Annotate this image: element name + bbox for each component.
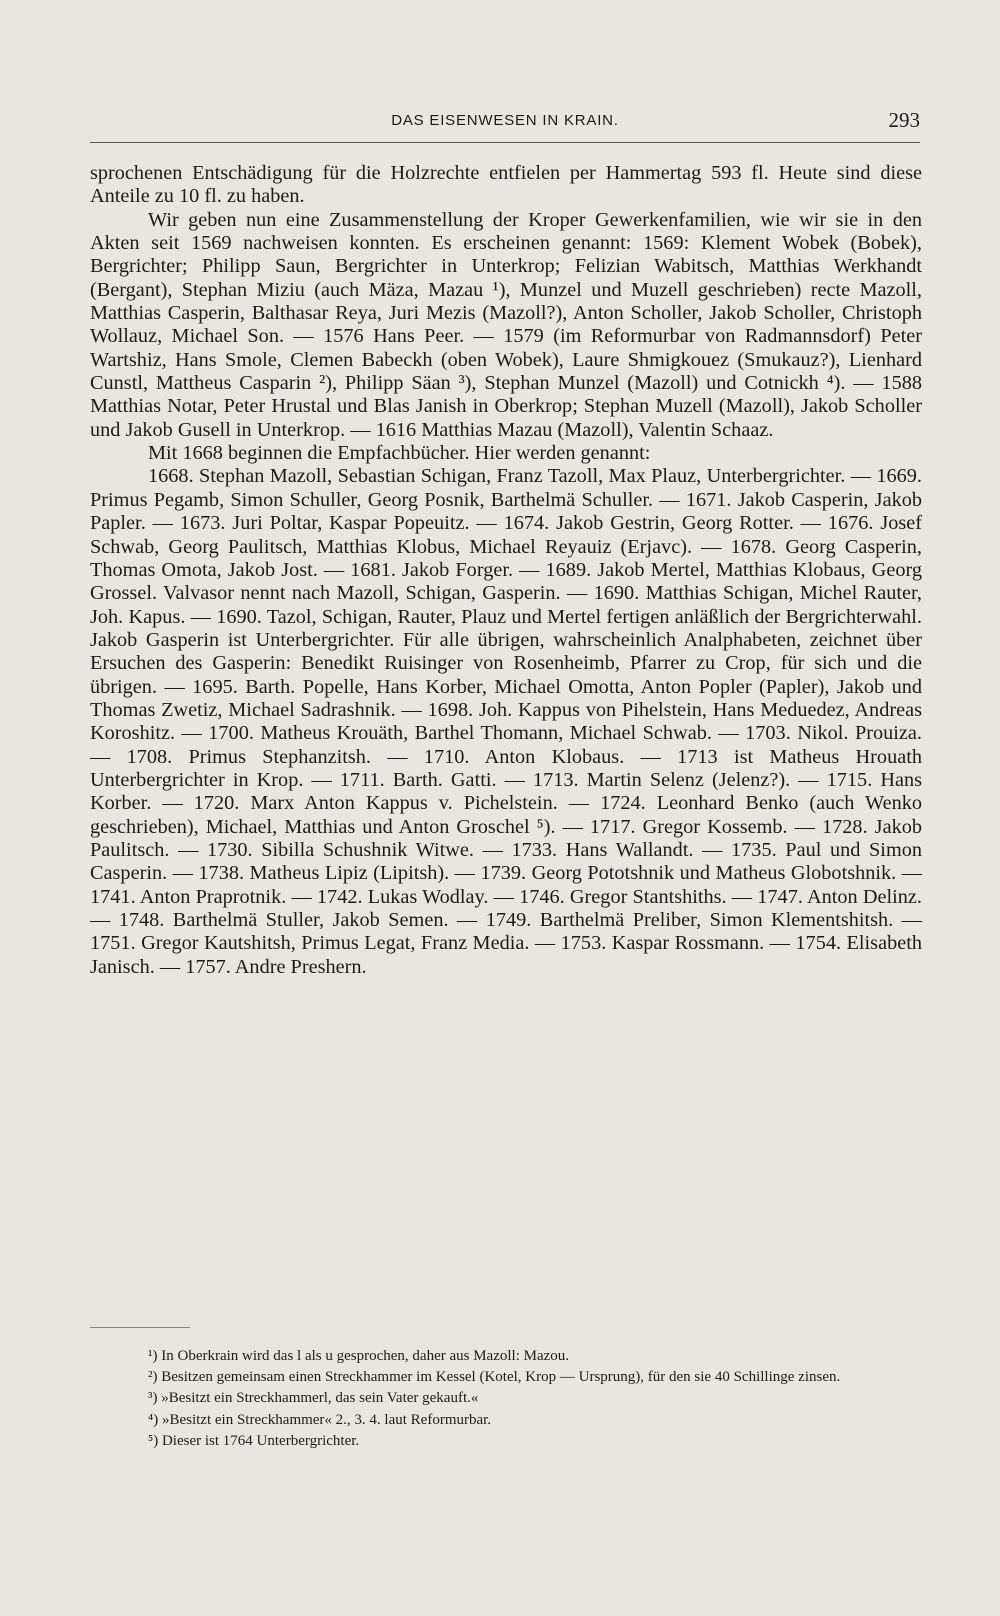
footnote-4: ⁴) »Besitzt ein Streckhammer« 2., 3. 4. laut Reformurbar. [148,1411,492,1428]
running-header [90,108,920,138]
paragraph-continuation: sprochenen Entschädigung für die Holzrechte entfielen per Hammertag 593 fl. Heute sind diese Anteile zu 10 fl. zu haben. [90,162,922,208]
footnote-2: ²) Besitzen gemeinsam einen Streckhammer im Kessel (Kotel, Krop — Ursprung), für den sie 40 Schillinge zinsen. [148,1369,841,1386]
footnote-rule [90,1327,190,1328]
paragraph-empfachbuecher: Mit 1668 beginnen die Empfachbücher. Hier werden genannt: [148,442,651,465]
footnote-3: ³) »Besitzt ein Streckhammerl, das sein Vater gekauft.« [148,1390,479,1407]
paragraph-name-list: 1668. Stephan Mazoll, Sebastian Schigan, Franz Tazoll, Max Plauz, Unterbergrichter. — 1669. Primus Pegamb, Simon Schuller, Georg Posnik, Barthelmä Schuller. — 1671. Jakob Casperin, Jakob Papler. — 1673. Juri Poltar, Kaspar Popeuitz. — 1674. Jakob Gestrin, Georg Rotter. — 1676. Josef Schwab, Georg Paulitsch, Matthias Klobus, Michael Reyauiz (Erjavc). — 1678. Georg Casperin, Thomas Omota, Jakob Jost. — 1681. Jakob Forger. — 1689. Jakob Mertel, Matthias Klobaus, Georg Grossel. Valvasor nennt nach Mazoll, Schigan, Gasperin. — 1690. Matthias Schigan, Michel Rauter, Joh. Kapus. — 1690. Tazol, Schigan, Rauter, Plauz und Mertel fertigen anläßlich der Bergrichterwahl. Jakob Gasperin ist Unterbergrichter. Für alle übrigen, wahrscheinlich Analphabeten, zeichnet über Ersuchen des Gasperin: Benedikt Ruisinger von Rosenheimb, Pfarrer zu Crop, für sich und die übrigen. — 1695. Barth. Popelle, Hans Korber, Michael Omotta, Anton Popler (Papler), Jakob und Thomas Zwetiz, Michael Sadrashnik. — 1698. Joh. Kappus von Pihelstein, Hans Meduedez, Andreas Koroshitz. — 1700. Matheus Krouäth, Barthel Thomann, Michael Schwab. — 1703. Nikol. Prouiza. — 1708. Primus Stephanzitsh. — 1710. Anton Klobaus. — 1713 ist Matheus Hrouath Unterbergrichter in Krop. — 1711. Barth. Gatti. — 1713. Martin Selenz (Jelenz?). — 1715. Hans Korber. — 1720. Marx Anton Kappus v. Pichelstein. — 1724. Leonhard Benko (auch Wenko geschrieben), Michael, Matthias und Anton Groschel ⁵). — 1717. Gregor Kossemb. — 1728. Jakob Paulitsch. — 1730. Sibilla Schushnik Witwe. — 1733. Hans Wallandt. — 1735. Paul und Simon Casperin. — 1738. Matheus Lipiz (Lipitsh). — 1739. Georg Pototshnik und Matheus Globotshnik. — 1741. Anton Praprotnik. — 1742. Lukas Wodlay. — 1746. Gregor Stantshiths. — 1747. Anton Delinz. — 1748. Barthelmä Stuller, Jakob Semen. — 1749. Barthelmä Preliber, Simon Klementshitsh. — 1751. Gregor Kautshitsh, Primus Legat, Franz Media. — 1753. Kaspar Rossmann. — 1754. Elisabeth Janisch. — 1757. Andre Preshern. [90,465,922,978]
footnotes [90,1346,922,1452]
footnote-5: ⁵) Dieser ist 1764 Unterbergrichter. [148,1432,360,1449]
page-number: 293 [888,108,920,132]
footnote-1: ¹) In Oberkrain wird das l als u gesprochen, daher aus Mazoll: Mazou. [148,1348,570,1364]
header-rule [90,142,920,143]
paragraph-gewerkenfamilien: Wir geben nun eine Zusammenstellung der Kroper Gewerkenfamilien, wie wir sie in den Akten seit 1569 nachweisen konnten. Es erscheinen genannt: 1569: Klement Wobek (Bobek), Bergrichter; Philipp Saun, Bergrichter in Unterkrop; Felizian Wabitsch, Matthias Werkhandt (Bergant), Stephan Miziu (auch Mäza, Mazau ¹), Munzel und Muzell geschrieben) recte Mazoll, Matthias Casperin, Balthasar Reya, Juri Mezis (Mazoll?), Anton Scholler, Jakob Scholler, Christoph Wollauz, Michael Son. — 1576 Hans Peer. — 1579 (im Reformurbar von Radmannsdorf) Peter Wartshiz, Hans Smole, Clemen Babeckh (oben Wobek), Laure Shmigkouez (Smukauz?), Lienhard Cunstl, Mattheus Casparin ²), Philipp Säan ³), Stephan Munzel (Mazoll) und Cotnickh ⁴). — 1588 Matthias Notar, Peter Hrustal und Blas Janish in Oberkrop; Stephan Muzell (Mazoll), Jakob Scholler und Jakob Gusell in Unterkrop. — 1616 Matthias Mazau (Mazoll), Valentin Schaaz. [90,208,922,441]
header-title: DAS EISENWESEN IN KRAIN. [391,112,619,129]
body-text [90,162,922,979]
